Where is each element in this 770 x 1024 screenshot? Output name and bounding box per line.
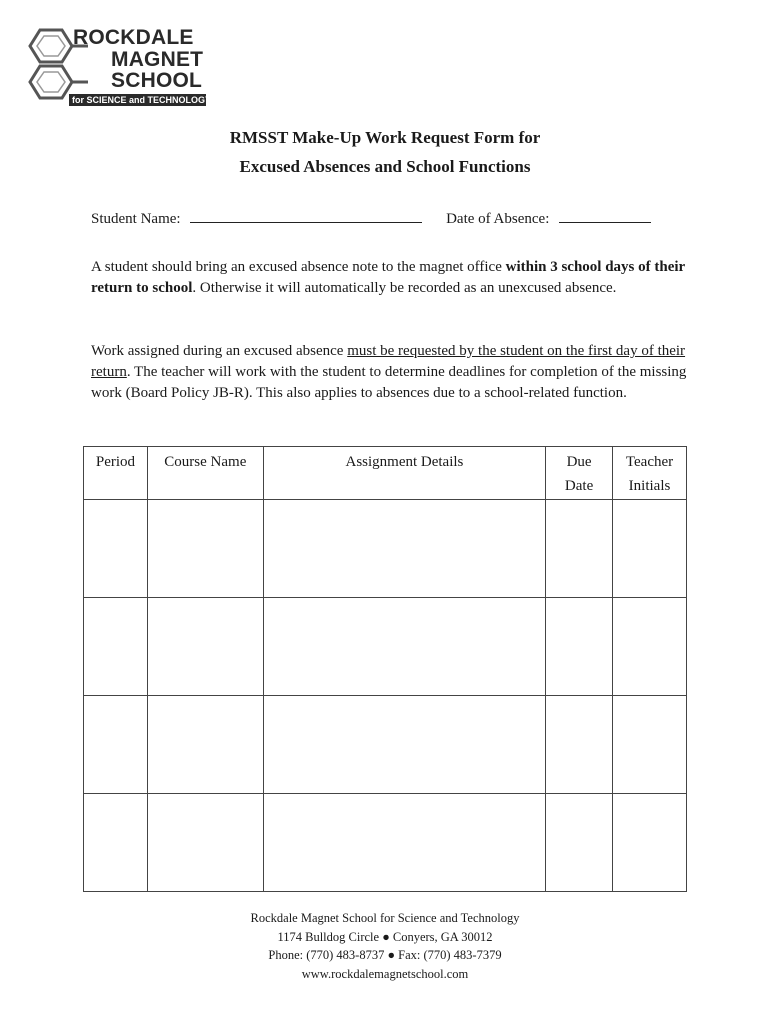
table-row [84, 696, 687, 794]
table-row [84, 598, 687, 696]
table-row [84, 500, 687, 598]
cell-due-date[interactable] [546, 794, 613, 892]
form-title-line-1: RMSST Make-Up Work Request Form for [229, 128, 541, 147]
logo-tagline: for SCIENCE and TECHNOLOGY [69, 94, 206, 106]
date-of-absence-label: Date of Absence: [446, 211, 550, 227]
footer-phone-fax: Phone: (770) 483-8737 ● Fax: (770) 483-7379 [268, 948, 502, 962]
cell-due-date[interactable] [546, 598, 613, 696]
logo-line-1: ROCKDALE [73, 26, 194, 49]
cell-teacher-initials[interactable] [613, 598, 687, 696]
cell-teacher-initials[interactable] [613, 500, 687, 598]
table-row [84, 794, 687, 892]
cell-teacher-initials[interactable] [613, 696, 687, 794]
header-due-line-1: Due [566, 454, 592, 470]
date-of-absence-blank[interactable] [559, 208, 651, 223]
cell-course-name[interactable] [147, 598, 263, 696]
cell-period[interactable] [84, 794, 148, 892]
header-teacher-line-2: Initials [628, 478, 671, 494]
paragraph2-text-1: Work assigned during an excused absence [91, 343, 348, 359]
form-title-line-2: Excused Absences and School Functions [239, 157, 531, 176]
cell-assignment-details[interactable] [263, 598, 545, 696]
paragraph2-underlined: must be requested by the student on the first day of their return [91, 343, 686, 380]
cell-course-name[interactable] [147, 696, 263, 794]
header-teacher-line-1: Teacher [625, 454, 674, 470]
footer-address: 1174 Bulldog Circle ● Conyers, GA 30012 [277, 929, 493, 944]
cell-due-date[interactable] [546, 696, 613, 794]
form-fields [91, 208, 691, 228]
logo-line-2: MAGNET [111, 48, 204, 71]
footer-contact [0, 909, 770, 983]
header-assignment-details: Assignment Details [263, 447, 545, 500]
cell-teacher-initials[interactable] [613, 794, 687, 892]
cell-assignment-details[interactable] [263, 794, 545, 892]
cell-course-name[interactable] [147, 500, 263, 598]
student-name-blank[interactable] [190, 208, 422, 223]
footer-website: www.rockdalemagnetschool.com [301, 966, 469, 981]
student-name-label: Student Name: [91, 211, 181, 227]
school-logo [28, 26, 212, 106]
logo-line-3: SCHOOL [111, 69, 203, 92]
paragraph2-text-2: . The teacher will work with the student to determine deadlines for completion of the missing work (Board Policy JB-R). This also applies to absences due to a school-related function. [91, 364, 687, 401]
header-teacher-initials [613, 447, 687, 500]
paragraph1-text-1: A student should bring an excused absence note to the magnet office [91, 259, 506, 275]
cell-assignment-details[interactable] [263, 696, 545, 794]
paragraph1-bold: within 3 school days of their return to school [91, 259, 685, 296]
cell-period[interactable] [84, 598, 148, 696]
header-period: Period [84, 447, 148, 500]
footer-school-name: Rockdale Magnet School for Science and Technology [250, 911, 520, 925]
cell-period[interactable] [84, 696, 148, 794]
header-due-date [546, 447, 613, 500]
paragraph-excused-note [91, 257, 691, 299]
paragraph1-text-2: . Otherwise it will automatically be recorded as an unexcused absence. [192, 280, 617, 296]
paragraph-work-request [91, 341, 691, 404]
header-course-name: Course Name [147, 447, 263, 500]
cell-course-name[interactable] [147, 794, 263, 892]
make-up-work-table [83, 446, 687, 892]
cell-due-date[interactable] [546, 500, 613, 598]
header-due-line-2: Date [564, 478, 594, 494]
cell-period[interactable] [84, 500, 148, 598]
table-header-row [84, 447, 687, 500]
cell-assignment-details[interactable] [263, 500, 545, 598]
